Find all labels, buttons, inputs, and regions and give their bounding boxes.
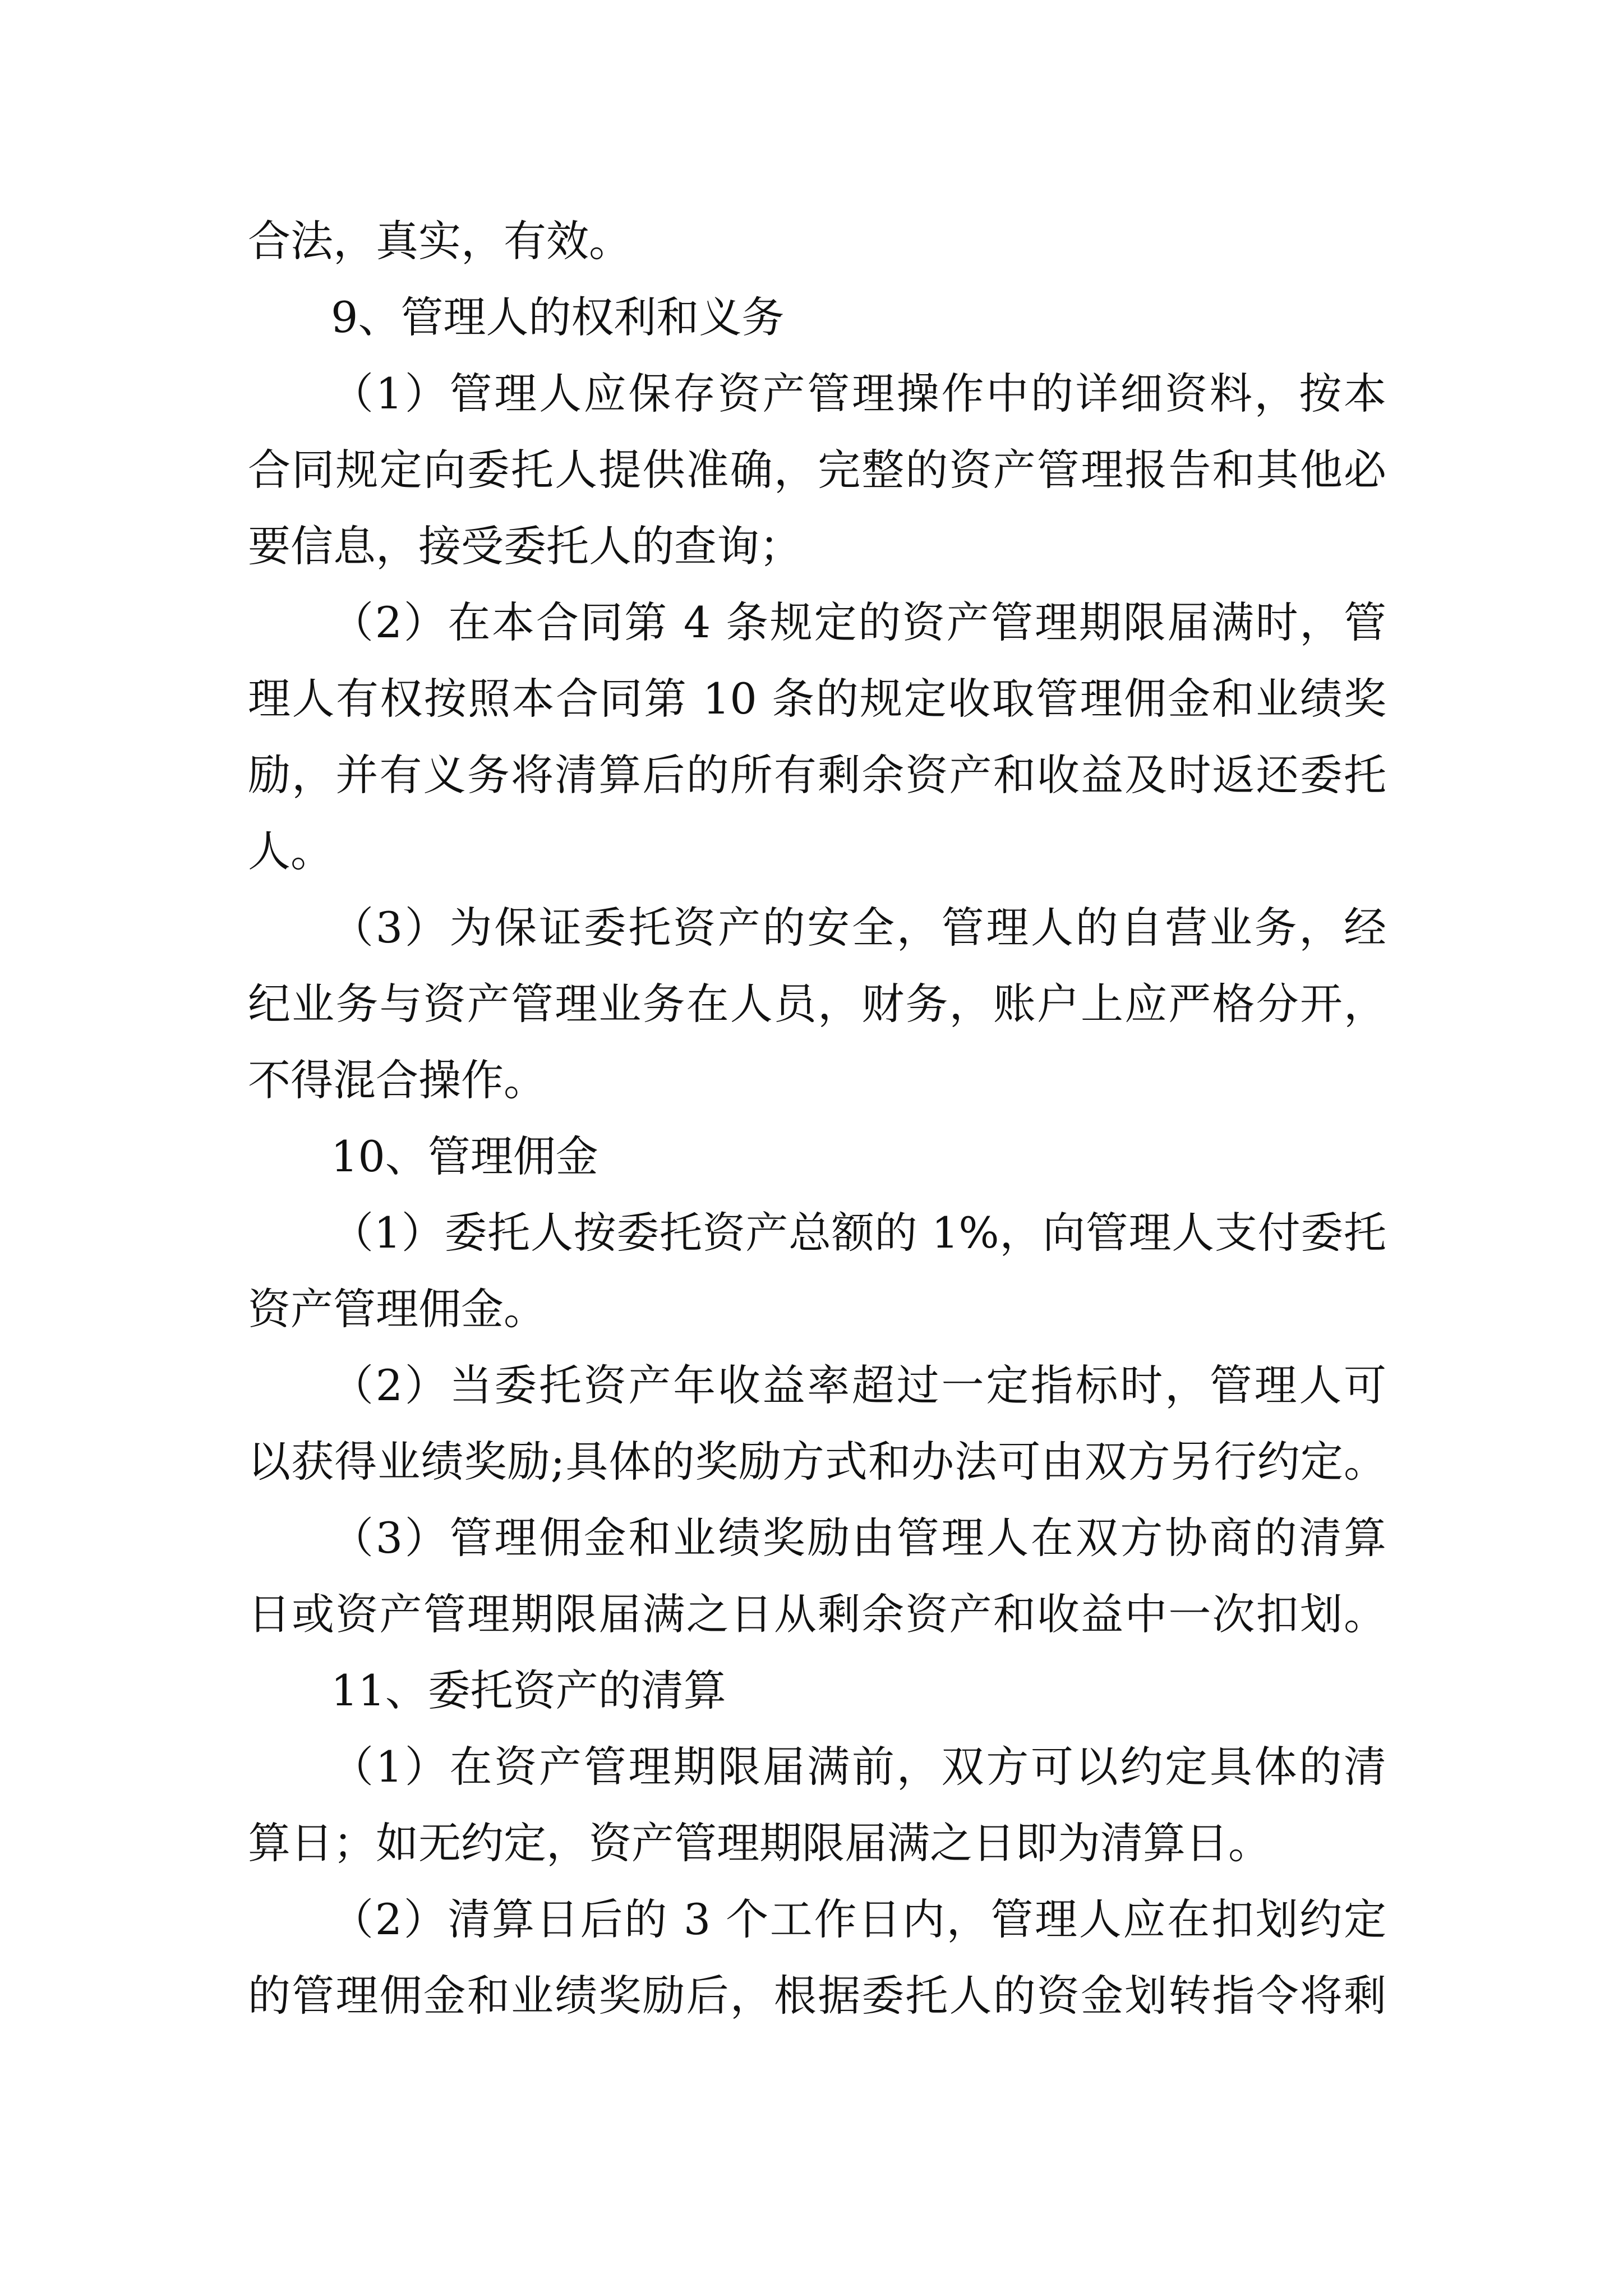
- paragraph-line: 算日；如无约定，资产管理期限届满之日即为清算日。: [248, 1818, 1271, 1868]
- paragraph-line: （1）委托人按委托资产总额的 1%，向管理人支付委托: [331, 1208, 1386, 1258]
- paragraph-line: 理人有权按照本合同第 10 条的规定收取管理佣金和业绩奖: [248, 674, 1386, 724]
- paragraph-line: 资产管理佣金。: [248, 1284, 546, 1334]
- paragraph-line: 以获得业绩奖励;具体的奖励方式和办法可由双方另行约定。: [248, 1437, 1386, 1487]
- paragraph-line: （2）当委托资产年收益率超过一定指标时，管理人可: [331, 1360, 1386, 1410]
- paragraph-line: 日或资产管理期限届满之日从剩余资产和收益中一次扣划。: [248, 1589, 1386, 1639]
- paragraph-line: 人。: [248, 826, 333, 876]
- section-heading-9: 9、管理人的权利和义务: [331, 292, 785, 342]
- paragraph-line: （3）管理佣金和业绩奖励由管理人在双方协商的清算: [331, 1513, 1386, 1563]
- paragraph-line: 纪业务与资产管理业务在人员，财务，账户上应严格分开，: [248, 979, 1386, 1029]
- paragraph-line: （2）清算日后的 3 个工作日内，管理人应在扣划约定: [331, 1894, 1386, 1944]
- paragraph-line: 的管理佣金和业绩奖励后，根据委托人的资金划转指令将剩: [248, 1971, 1386, 2021]
- paragraph-line: 合法，真实，有效。: [248, 216, 631, 266]
- paragraph-line: （3）为保证委托资产的安全，管理人的自营业务，经: [331, 903, 1386, 953]
- section-heading-10: 10、管理佣金: [331, 1131, 598, 1181]
- paragraph-line: （1）在资产管理期限届满前，双方可以约定具体的清: [331, 1742, 1386, 1792]
- section-heading-11: 11、委托资产的清算: [331, 1665, 726, 1715]
- paragraph-line: （1）管理人应保存资产管理操作中的详细资料，按本: [331, 369, 1386, 418]
- paragraph-line: 合同规定向委托人提供准确，完整的资产管理报告和其他必: [248, 445, 1386, 495]
- paragraph-line: （2）在本合同第 4 条规定的资产管理期限届满时，管: [331, 597, 1386, 647]
- paragraph-line: 励，并有义务将清算后的所有剩余资产和收益及时返还委托: [248, 750, 1386, 800]
- paragraph-line: 要信息，接受委托人的查询；: [248, 521, 802, 571]
- paragraph-line: 不得混合操作。: [248, 1055, 546, 1105]
